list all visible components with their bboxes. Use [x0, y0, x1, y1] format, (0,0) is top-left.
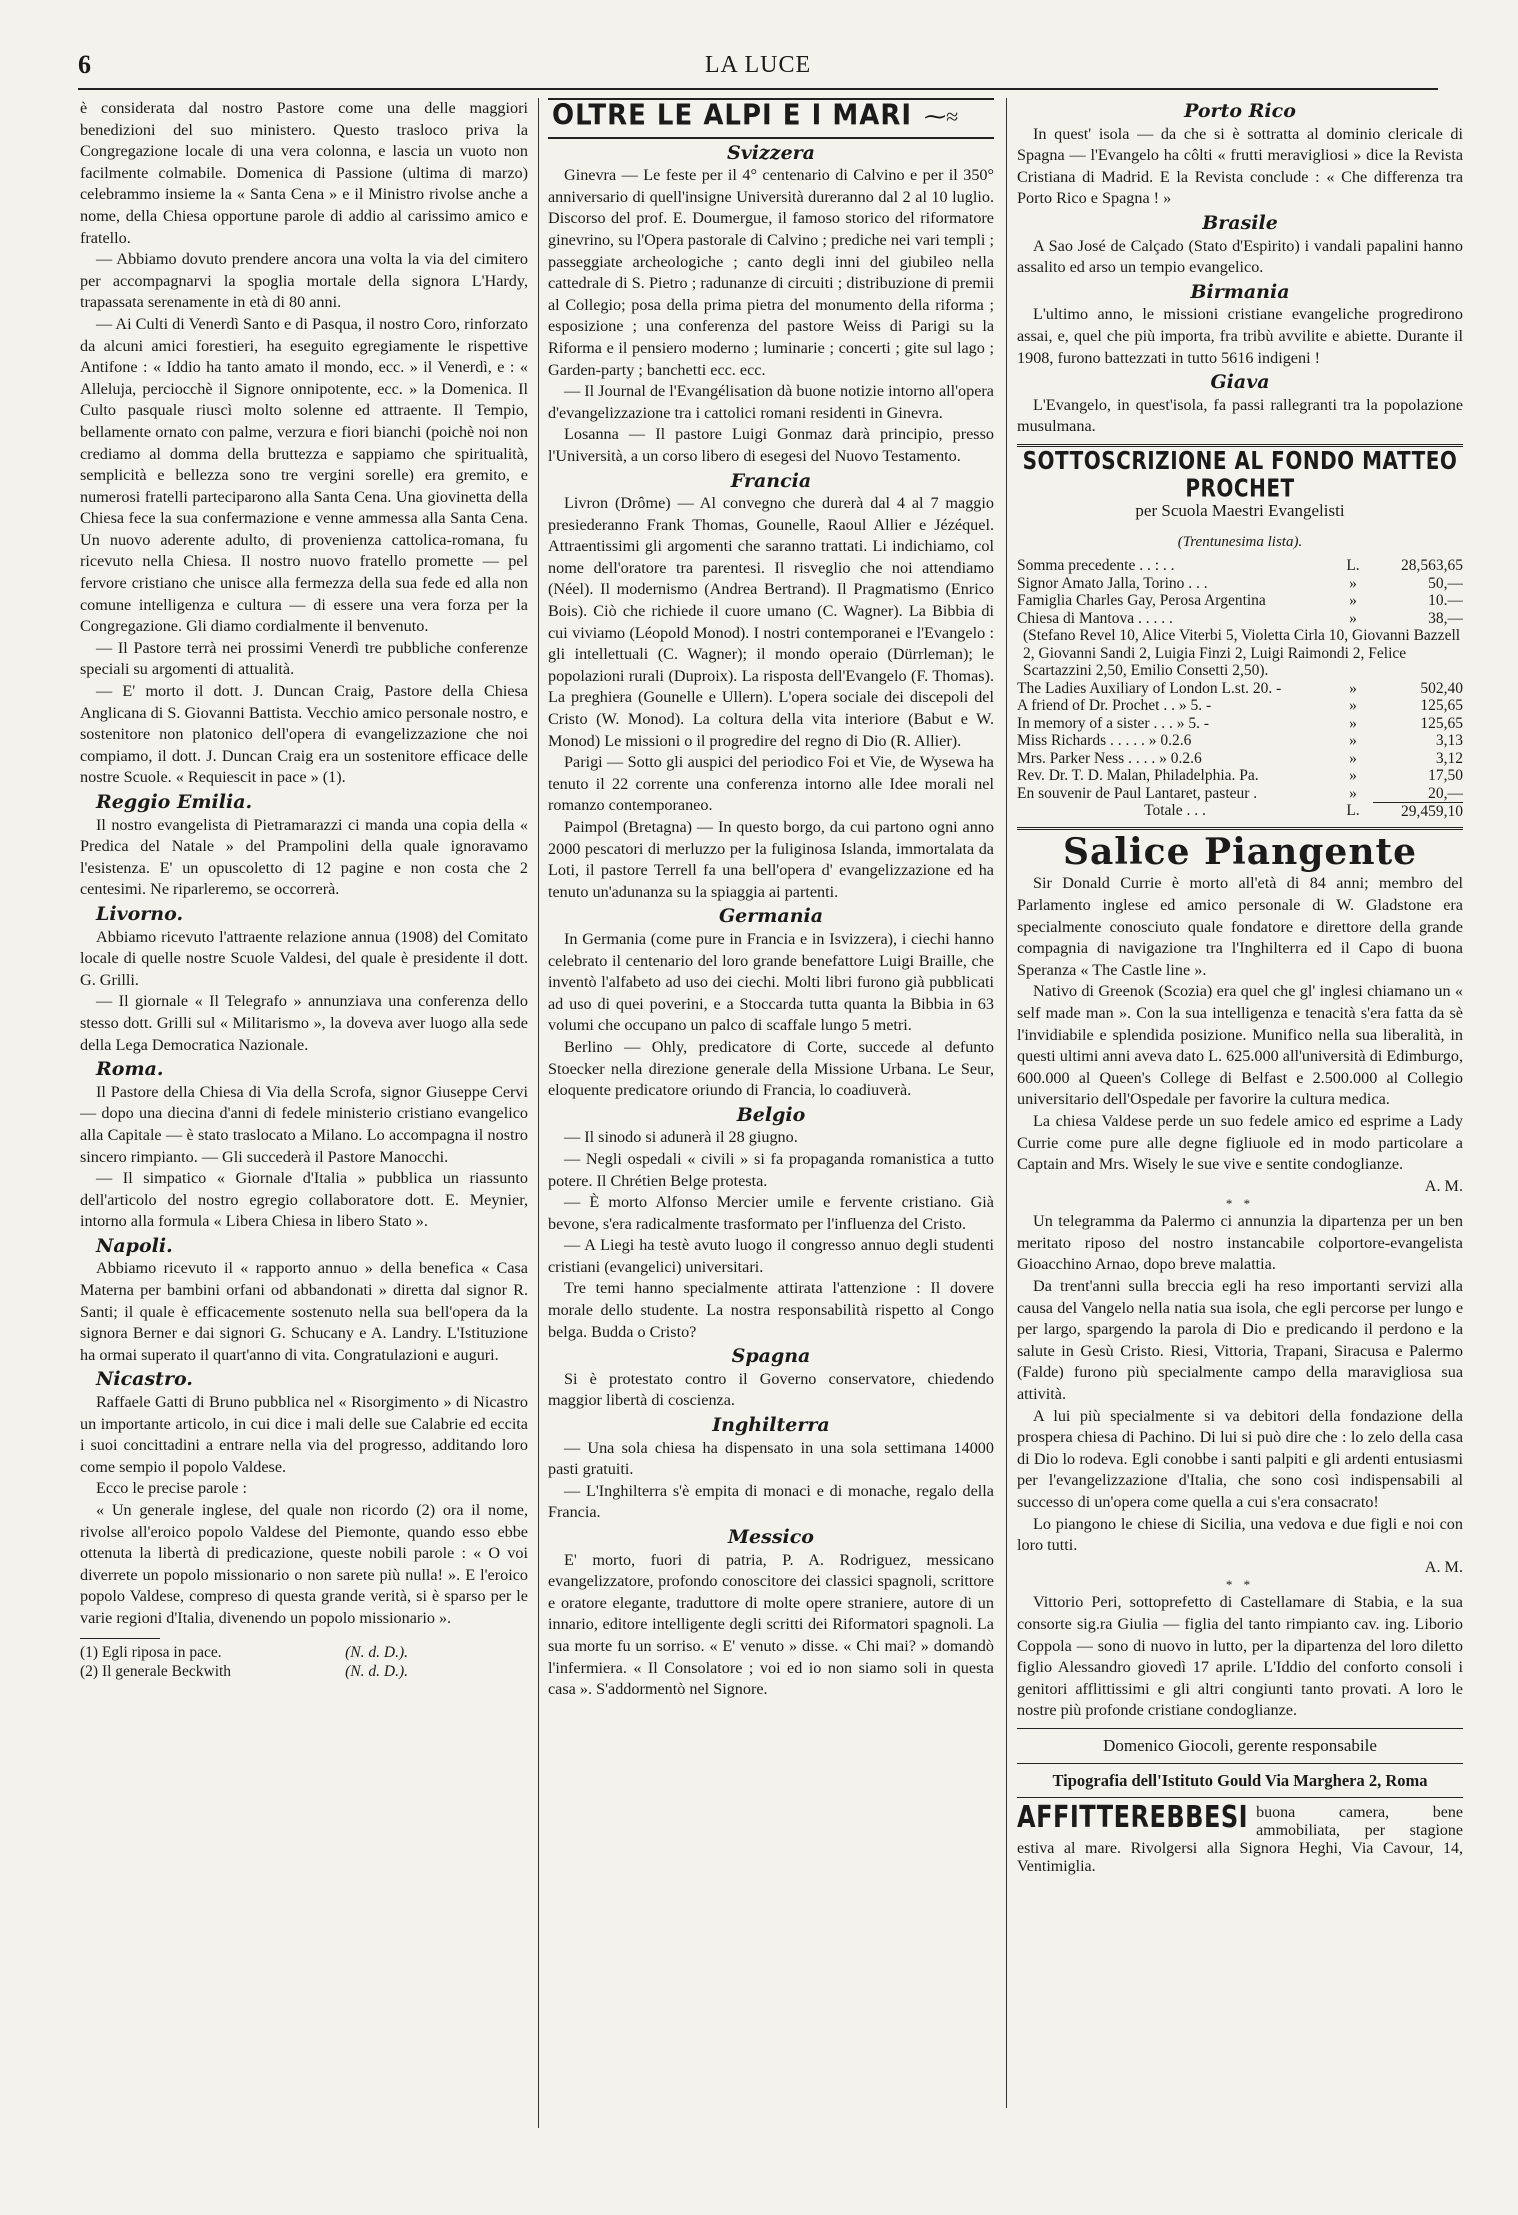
paragraph: — Il sinodo si adunerà il 28 giugno. [564, 1128, 798, 1147]
paragraph: Parigi — Sotto gli auspici del periodico Foi et Vie, de Wysewa ha tenuto il 22 corrente una conferenza intorno alle Idee morali nel romanzo contemporaneo. [548, 753, 994, 815]
subscription-row: The Ladies Auxiliary of London L.st. 20. - » 502,40 [1017, 679, 1463, 697]
paragraph: Losanna — Il pastore Luigi Gonmaz darà principio, presso l'Università, a un corso libero di esegesi del Nuovo Testamento. [548, 425, 994, 465]
paragraph: Il nostro evangelista di Pietramarazzi ci manda una copia della « Predica del Natale » del Prampolini della quale ignoravamo l'esistenza. E' un opuscoletto di 12 pagine e non costa che 2 centesimi. Ne riparleremo, se occorrerà. [80, 815, 528, 899]
paragraph: Raffaele Gatti di Bruno pubblica nel « Risorgimento » di Nicastro un importante articolo, in cui dice i mali delle sue Calabrie ed eccita i suoi concittadini a entrare nella via del progresso, additando loro come sempio il popolo Valdese. [80, 1393, 528, 1476]
paragraph: E' morto, fuori di patria, P. A. Rodriguez, messicano evangelizzatore, profondo conoscitore dei classici spagnoli, scrittore e oratore elegante, traduttore di molte opere straniere, autore di un innario, editore intelligente degli scritti dei Riformatori spagnoli. La sua morte fu un sorriso. « E' venuto » disse. « Chi mai? » domandò l'infermiera. « Il Consolatore ; voi ed io non siamo soli in questa casa ». S'addormentò nel Signore. [548, 1550, 994, 1699]
paragraph: Si è protestato contro il Governo conservatore, chiedendo maggior libertà di coscienza. [548, 1369, 994, 1410]
paragraph: Nativo di Greenok (Scozia) era quel che gl' inglesi chiamano un « self made man ». Con la sua intelligenza e tenacità s'era fatta da sè l'invidiabile e splendida posizione. Munifico nella sua liberalità, in questi ultimi anni aveva dato L. 625.000 all'università di Edimburgo, 600.000 al Queen's College di Belfast e 2.500.000 al Collegio universitario dell'Ospedale per favorire la cultura medica. [1017, 982, 1463, 1109]
section-banner [548, 98, 994, 139]
column-right [1017, 98, 1463, 2118]
section-heading-nicastro: Nicastro. [96, 1368, 193, 1391]
paragraph: — È morto Alfonso Mercier umile e fervente cristiano. Già bevone, s'era radicalmente trasformato per l'influenza del Cristo. [548, 1193, 994, 1233]
paragraph: « Un generale inglese, del quale non ricordo (2) ora il nome, rivolse all'eroico popolo Valdese del Piemonte, quando esso ebbe ottenuta la libertà di predicazione, queste nobili parole : « O voi diverrete un popolo missionario o non sarete più nulla! ». E l'eroico popolo Valdese, compreso di questa grande verità, si è sparso per le varie regioni d'Italia, divenendo un popolo missionario ». [80, 1501, 528, 1627]
paragraph: L'Evangelo, in quest'isola, fa passi rallegranti tra la popolazione musulmana. [1017, 395, 1463, 436]
section-rule [1017, 1797, 1463, 1798]
section-heading-roma: Roma. [96, 1058, 164, 1081]
paragraph: A lui più specialmente si va debitori della fondazione della prospera chiesa di Pachino. Di lui si può dire che : lo zelo della casa di Dio lo rodeva. Egli conobbe i santi palpiti e gli ardenti entusiasmi per l'evangelizzazione d'Italia, che sono così indispensabili al successo di un'opera come quella a cui s'era consacrato! [1017, 1406, 1463, 1511]
column-divider [1006, 98, 1007, 2108]
paragraph: — Il giornale « Il Telegrafo » annunziava una conferenza dello stesso dott. Grilli sul « Militarismo », la doveva aver luogo alla sede della Lega Democratica Nazionale. [80, 992, 528, 1054]
section-heading-giava: Giava [1210, 371, 1270, 394]
section-rule [1017, 1728, 1463, 1729]
subscription-title: SOTTOSCRIZIONE AL FONDO MATTEO PROCHET [1022, 445, 1458, 502]
subscription-note: (Stefano Revel 10, Alice Viterbi 5, Violetta Cirla 10, Giovanni Bazzell 2, Giovanni Sandi 2, Luigia Finzi 2, Luigi Raimondi 2, Felice Scartazzini 2,50, Emilio Consetti 2,50). [1023, 627, 1461, 680]
paragraph: In Germania (come pure in Francia e in Isvizzera), i ciechi hanno celebrato il centenario del loro grande benefattore Luigi Braille, che inventò l'alfabeto ad uso dei ciechi. Molti libri furono già pubblicati ad uso di quei poverini, e a Stoccarda tutta quanta la Bibbia in 63 volumi che occupano un palco di scaffale lungo 5 metri. [548, 929, 994, 1035]
section-rule [1017, 827, 1463, 830]
paragraph: — Ai Culti di Venerdì Santo e di Pasqua, il nostro Coro, rinforzato da alcuni amici forestieri, ha eseguito egregiamente le rispettive Antifone : « Iddio ha tanto amato il mondo, ecc. » il Venerdì, e : « Alleluja, perciocchè il Signore onnipotente, ecc. » la Domenica. Il Culto pasquale riuscì molto solenne ed attraente. Il Tempio, bellamente ornato con palme, verzura e fiori bianchi (poichè noi non crediamo al domma della bruttezza e sappiamo che spiritualità, semplicità e bellezza sono tre vergini sorelle) era gremito, e numerosi fratelli parteciparono alla Santa Cena. Una giovinetta della Chiesa fece la sua confermazione e venne ammessa alla Santa Cena. Un nuovo aderente adulto, di provenienza cattolica-romana, fu ricevuto nella Chiesa. Il nostro nuovo fratello promette — pel fervore cristiano che unisce alla fermezza della sua fede ed alla non comune intelligenza e cultura — di essere una vera forza per la Congregazione. Gli diamo cordialmente il benvenuto. [80, 314, 528, 636]
subscription-subtitle: per Scuola Maestri Evangelisti [1135, 501, 1345, 521]
footnote [80, 1643, 528, 1662]
paragraph: — Una sola chiesa ha dispensato in una sola settimana 14000 pasti gratuiti. [548, 1438, 994, 1479]
paragraph: Paimpol (Bretagna) — In questo borgo, da cui partono ogni anno 2000 pescatori di merluzzo per la fuliginosa Islanda, immortalata da Loti, il pastore Terrell fa una bell'opera d' evangelizzazione ed ha tenuto un'adunanza su la spiaggia ai partenti. [548, 818, 994, 901]
masthead: LA LUCE [704, 52, 812, 78]
section-heading-germania: Germania [718, 905, 824, 928]
subscription-row: Mrs. Parker Ness . . . . » 0.2.6 » 3,12 [1017, 749, 1463, 767]
column-left [80, 98, 528, 2123]
section-heading-birmania: Birmania [1190, 280, 1290, 303]
section-heading-francia: Francia [730, 469, 812, 492]
ornament-icon: ⁓≈ [924, 104, 959, 129]
section-heading-portorico: Porto Rico [1184, 100, 1296, 122]
classified-ad-text: buona camera, bene ammobiliata, per stagione estiva al mare. Rivolgersi alla Signora Heghi, Via Cavour, 14, Ventimiglia. [1017, 1804, 1463, 1876]
subscription-row: Rev. Dr. T. D. Malan, Philadelphia. Pa. » 17,50 [1017, 767, 1463, 785]
subscription-list [1017, 557, 1463, 821]
paragraph: Abbiamo ricevuto il « rapporto annuo » della benefica « Casa Materna per bambini orfani od abbandonati » diretta dal signor R. Santi; il quale è efficacemente sostenuto nella sua bell'opera da la signora Berner e dai signori G. Schucany e A. Landry. L'Istituzione ha ormai superato il quart'anno di vita. Congratulazioni e auguri. [80, 1259, 528, 1364]
paragraph: — Il Pastore terrà nei prossimi Venerdì tre pubbliche conferenze speciali su argomenti di attualità. [80, 638, 528, 679]
section-heading-livorno: Livorno. [96, 902, 184, 925]
page-number: 6 [78, 50, 91, 79]
paragraph: — A Liegi ha testè avuto luogo il congresso annuo degli studenti cristiani (evangelici) universitari. [548, 1236, 994, 1276]
paragraph: Sir Donald Currie è morto all'età di 84 anni; membro del Parlamento inglese ed amico personale di W. Gladstone era specialmente conosciuto quale fondatore e direttore della grande compagnia di navigazione tra l'Inghilterra ed il Capo di buona Speranza « The Castle line ». [1017, 874, 1463, 979]
column-middle [548, 98, 994, 2158]
paragraph: In quest' isola — da che si è sottratta al dominio clericale di Spagna — l'Evangelo ha côlti « frutti meravigliosi » dice la Revista Cristiana di Madrid. E la Revista conclude : « Che differenza tra Porto Rico e Spagna ! » [1017, 124, 1463, 208]
printer-credit: Tipografia dell'Istituto Gould Via Marghera 2, Roma [1052, 1770, 1428, 1790]
paragraph: La chiesa Valdese perde un suo fedele amico ed esprime a Lady Currie come pure alle degne figliuole ed in modo particolare a Captain and Mrs. Wisely le sue vive e sentite condoglianze. [1017, 1111, 1463, 1174]
section-heading-messico: Messico [728, 1526, 814, 1548]
paragraph: Tre temi hanno specialmente attirata l'attenzione : Il dovere morale dello studente. La nostra responsabilità rispetto al Congo belga. Budda o Cristo? [548, 1279, 994, 1341]
banner-title: OLTRE LE ALPI E I MARI [552, 99, 913, 133]
page-header [78, 50, 1438, 90]
section-heading-belgio: Belgio [736, 1103, 806, 1126]
classified-ad [1017, 1799, 1463, 1876]
footnote-text: (2) Il generale Beckwith [80, 1662, 232, 1680]
responsible-editor: Domenico Giocoli, gerente responsabile [1103, 1735, 1377, 1755]
obituary-heading: Salice Piangente [1062, 830, 1418, 873]
footnote-signature: (N. d. D.). [345, 1643, 408, 1661]
section-heading-brasile: Brasile [1202, 211, 1278, 234]
paragraph: — Il Journal de l'Evangélisation dà buone notizie intorno all'opera d'evangelizzazione tra i cattolici romani residenti in Ginevra. [548, 382, 994, 422]
paragraph: Da trent'anni sulla breccia egli ha reso importanti servizi alla causa del Vangelo nella natia sua isola, che egli percorse per lungo e per largo, spargendo la parola di Dio e predicando il perdono e la salute in Gesù Cristo. Riesi, Vittoria, Trapani, Siracusa e Palermo (Falde) furono più specialmente campo della maravigliosa sua attività. [1017, 1277, 1463, 1404]
section-heading-reggio: Reggio Emilia. [96, 791, 253, 813]
paragraph: Berlino — Ohly, predicatore di Corte, succede al defunto Stoecker nella direzione generale della Missione Urbana. Le Seur, eloquente predicatore oriundo di Francia, lo coadiuverà. [548, 1037, 994, 1100]
subscription-row: A friend of Dr. Prochet . . » 5. - » 125,65 [1017, 697, 1463, 715]
footnote [80, 1662, 528, 1681]
section-heading-svizzera: Svizzera [727, 141, 815, 164]
classified-ad-title: AFFITTEREBBESI [1017, 1799, 1249, 1835]
section-separator: * * [1225, 1577, 1255, 1593]
signature: A. M. [1424, 1176, 1463, 1195]
section-rule [1017, 1763, 1463, 1764]
paragraph: — Abbiamo dovuto prendere ancora una volta la via del cimitero per accompagnarvi la spoglia mortale della signora L'Hardy, trapassata serenamente in età di 80 anni. [80, 250, 528, 312]
subscription-row: Miss Richards . . . . . » 0.2.6 » 3,13 [1017, 732, 1463, 750]
section-separator: * * [1225, 1196, 1255, 1212]
subscription-row: In memory of a sister . . . » 5. - » 125,65 [1017, 714, 1463, 732]
footnote-rule [80, 1638, 160, 1639]
footnote-signature: (N. d. D.). [345, 1662, 408, 1680]
subscription-row: Somma precedente . . : . . L. 28,563,65 [1017, 557, 1463, 575]
paragraph: Ginevra — Le feste per il 4° centenario di Calvino e per il 350° anniversario di quell'insigne Università dureranno dal 2 al 10 luglio. Discorso del prof. E. Doumergue, il famoso storico del riformatore ginevrino, su l'Opera pastorale di Calvino ; prediche nei vari templi ; passeggiate archeologiche ; canto degli inni del giubileo nella cattedrale di S. Pietro ; radunanze di circuiti ; distribuzione di premii al Collegio; posa della prima pietra del monumento della riforma ; esposizione ; una conferenza del pastore Weiss di Parigi su la Riforma e il pensiero moderno ; luminarie ; concerti ; gite sul lago ; Garden-party ; banchetti ecc. ecc. [548, 166, 994, 379]
subscription-total: Totale . . . L. 29,459,10 [1144, 802, 1463, 821]
paragraph: Lo piangono le chiese di Sicilia, una vedova e due figli e noi con loro tutti. [1017, 1514, 1463, 1555]
footnotes [80, 1643, 528, 1681]
paragraph: — Il simpatico « Giornale d'Italia » pubblica un riassunto dell'articolo del nostro egregio collaboratore dott. E. Meynier, intorno alla formula « Libera Chiesa in libero Stato ». [80, 1169, 528, 1231]
subscription-row: Famiglia Charles Gay, Perosa Argentina » 10.— [1017, 592, 1463, 610]
paragraph: — L'Inghilterra s'è empita di monaci e di monache, regalo della Francia. [548, 1481, 994, 1522]
paragraph: — E' morto il dott. J. Duncan Craig, Pastore della Chiesa Anglicana di S. Giovanni Battista. Vecchio amico personale nostro, e sostenitore non platonico dell'opera di evangelizzazione che noi compiamo, il dott. J. Duncan Craig era un sostenitore efficace delle nostre Scuole. « Requiescit in pace » (1). [80, 682, 528, 787]
section-heading-spagna: Spagna [731, 1345, 811, 1368]
paragraph: Vittorio Peri, sottoprefetto di Castellamare di Stabia, e la sua consorte sig.ra Giulia — figlia del tanto rimpianto cav. ing. Liborio Coppola — sono di nuovo in lutto, per la dipartenza del loro diletto figlio Alessandro giovedì 17 aprile. L'Iddio del conforto consoli i genitori afflittissimi e gli altri congiunti tanto provati. A loro le nostre più profonde cristiane condoglianze. [1017, 1593, 1463, 1720]
subscription-row: Chiesa di Mantova . . . . . » 38,— [1017, 609, 1463, 627]
subscription-list-number: (Trentunesima lista). [1177, 533, 1303, 550]
column-divider [538, 98, 539, 2128]
paragraph: è considerata dal nostro Pastore come una delle maggiori benedizioni del suo ministero. Questo trasloco priva la Congregazione locale di una vera colonna, e lascia un vuoto non facilmente colmabile. Domenica di Passione (ultima di marzo) celebrammo insieme la « Santa Cena » e il Ministro rivolse anche a nome, della Chiesa opportune parole di addio al carissimo amico e fratello. [80, 99, 528, 247]
header-rule [78, 88, 1438, 90]
subscription-row: En souvenir de Paul Lantaret, pasteur . » 20,— [1017, 784, 1463, 802]
paragraph: — Negli ospedali « civili » si fa propaganda romanistica a tutto potere. Il Chrétien Belge protesta. [548, 1149, 994, 1190]
paragraph: Livron (Drôme) — Al convegno che durerà dal 4 al 7 maggio presiederanno Frank Thomas, Gounelle, Raoul Allier e Jézéquel. Attraentissimi gli argomenti che saranno trattati. Li indichiamo, col nome dell'oratore tra parentesi. Il risveglio che noi attendiamo (Néel). Il modernismo (Andrea Bertrand). Il Pragmatismo (Enrico Bois). Ciò che richiede il cuore umano (C. Wagner). La Bibbia di cui viviamo (Léopold Monod). I nostri contemporanei e l'Evangelo : gli intellettuali (C. Wagner); il mondo operaio (Dürrleman); le popolazioni rurali (Duproix). La risposta dell'Evangelo (F. Thomas). La preghiera (Gounelle e Ullern). L'opera sociale dei discepoli del Cristo (W. Monod). La coltura della vita interiore (Babut e W. Monod) Le missioni o il progredire del regno di Dio (R. Allier). [548, 494, 994, 750]
paragraph: Ecco le precise parole : [96, 1479, 247, 1498]
paragraph: Abbiamo ricevuto l'attraente relazione annua (1908) del Comitato locale di quelle nostre Scuole Valdesi, del quale è presidente il dott. G. Grilli. [80, 927, 528, 989]
subscription-row: Signor Amato Jalla, Torino . . . » 50,— [1017, 574, 1463, 592]
paragraph: L'ultimo anno, le missioni cristiane evangeliche progredirono assai, e, quel che più importa, fra tribù avvilite e abiette. Durante il 1908, furono battezzati in tutto 5616 indigeni ! [1017, 305, 1463, 367]
footnote-text: (1) Egli riposa in pace. [80, 1643, 222, 1661]
paragraph: Un telegramma da Palermo ci annunzia la dipartenza per un ben meritato riposo del nostro instancabile colportore-evangelista Gioacchino Arnao, dopo breve malattia. [1017, 1212, 1463, 1274]
section-heading-inghilterra: Inghilterra [712, 1414, 830, 1437]
section-heading-napoli: Napoli. [96, 1234, 173, 1257]
signature: A. M. [1424, 1557, 1463, 1576]
paragraph: Il Pastore della Chiesa di Via della Scrofa, signor Giuseppe Cervi — dopo una diecina d'anni di fedele ministerio cristiano evangelico alla Capitale — è stato traslocato a Milano. Lo accompagna il nostro sincero rimpianto. — Gli succederà il Pastore Manocchi. [80, 1082, 528, 1166]
paragraph: A Sao José de Calçado (Stato d'Espirito) i vandali papalini hanno assalito ed arso un tempio evangelico. [1017, 236, 1463, 277]
